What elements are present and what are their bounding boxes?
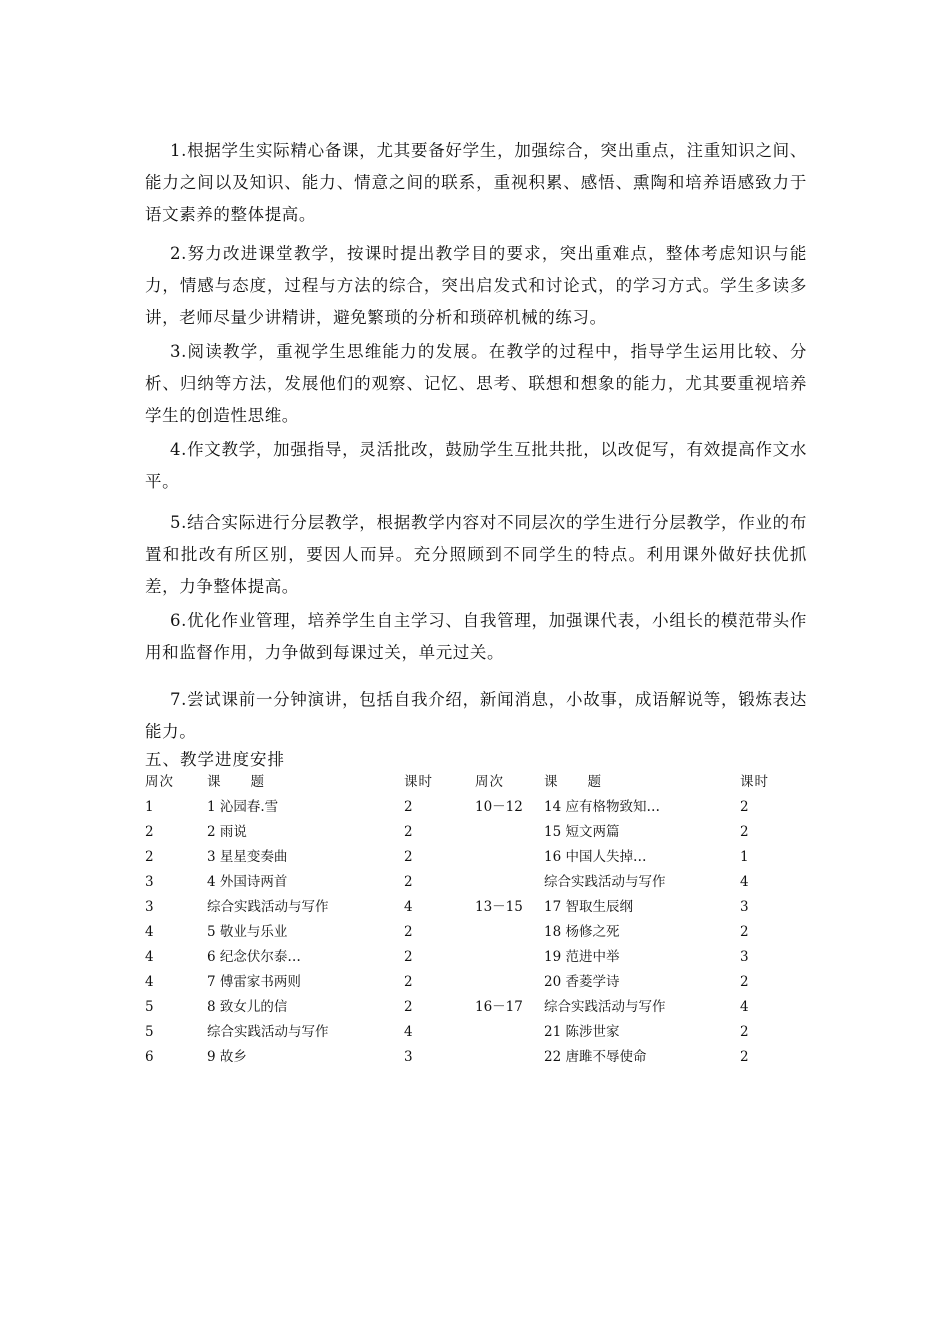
table-row	[145, 1045, 805, 1070]
row-hours: 2	[740, 1049, 749, 1065]
header-title: 课 题	[544, 774, 602, 790]
table-row	[145, 920, 805, 945]
row-hours: 2	[740, 824, 749, 840]
row-week: 4	[145, 974, 154, 990]
paragraph-4: 4.作文教学，加强指导，灵活批改，鼓励学生互批共批，以改促写，有效提高作文水平。	[145, 440, 807, 491]
row-lesson: 综合实践活动与写作	[207, 1024, 329, 1040]
row-hours: 4	[404, 1024, 413, 1040]
row-lesson: 4 外国诗两首	[207, 874, 288, 890]
header-title: 课 题	[207, 774, 265, 790]
row-lesson: 1 沁园春.雪	[207, 799, 279, 815]
row-week: 5	[145, 1024, 154, 1040]
row-lesson: 18 杨修之死	[544, 924, 620, 940]
row-hours: 2	[404, 949, 413, 965]
row-week: 1	[145, 799, 154, 815]
row-lesson: 19 范进中举	[544, 949, 620, 965]
row-lesson: 8 致女儿的信	[207, 999, 288, 1015]
row-lesson: 3 星星变奏曲	[207, 849, 288, 865]
row-hours: 2	[404, 799, 413, 815]
table-row	[145, 820, 805, 845]
row-hours: 2	[404, 849, 413, 865]
row-lesson: 21 陈涉世家	[544, 1024, 620, 1040]
row-hours: 2	[404, 974, 413, 990]
row-hours: 2	[404, 999, 413, 1015]
row-lesson: 7 傅雷家书两则	[207, 974, 301, 990]
row-week: 3	[145, 899, 154, 915]
row-week: 4	[145, 924, 154, 940]
schedule-table	[145, 770, 805, 1070]
row-hours: 3	[404, 1049, 413, 1065]
table-row	[145, 1020, 805, 1045]
header-week: 周次	[145, 774, 174, 790]
row-week: 10－12	[475, 799, 523, 815]
row-lesson: 5 敬业与乐业	[207, 924, 288, 940]
row-lesson: 14 应有格物致知…	[544, 799, 660, 815]
row-hours: 3	[740, 949, 749, 965]
row-hours: 2	[740, 799, 749, 815]
row-hours: 3	[740, 899, 749, 915]
row-lesson: 2 雨说	[207, 824, 247, 840]
row-lesson: 16 中国人失掉…	[544, 849, 647, 865]
row-week: 16－17	[475, 999, 523, 1015]
table-row	[145, 945, 805, 970]
row-lesson: 15 短文两篇	[544, 824, 620, 840]
row-hours: 2	[404, 874, 413, 890]
row-lesson: 综合实践活动与写作	[544, 874, 666, 890]
table-row	[145, 995, 805, 1020]
row-lesson: 9 故乡	[207, 1049, 247, 1065]
row-week: 13－15	[475, 899, 523, 915]
row-hours: 2	[404, 924, 413, 940]
header-hours: 课时	[740, 774, 769, 790]
row-hours: 4	[740, 999, 749, 1015]
row-lesson: 综合实践活动与写作	[207, 899, 329, 915]
table-row	[145, 870, 805, 895]
row-hours: 2	[740, 1024, 749, 1040]
paragraph-5: 5.结合实际进行分层教学，根据教学内容对不同层次的学生进行分层教学，作业的布置和批改有所区别，要因人而异。充分照顾到不同学生的特点。利用课外做好扶优抓差，力争整体提高。	[145, 513, 807, 596]
paragraph-2: 2.努力改进课堂教学，按课时提出教学目的要求，突出重难点，整体考虑知识与能力，情感与态度，过程与方法的综合，突出启发式和讨论式，的学习方式。学生多读多讲，老师尽量少讲精讲，避免繁琐的分析和琐碎机械的练习。	[145, 244, 807, 327]
row-week: 2	[145, 849, 154, 865]
table-row	[145, 895, 805, 920]
paragraph-1: 1.根据学生实际精心备课，尤其要备好学生，加强综合，突出重点，注重知识之间、能力之间以及知识、能力、情意之间的联系，重视积累、感悟、熏陶和培养语感致力于语文素养的整体提高。	[145, 141, 807, 224]
table-row	[145, 970, 805, 995]
row-lesson: 6 纪念伏尔泰…	[207, 949, 301, 965]
schedule-header-row	[145, 770, 805, 795]
section-heading: 五、教学进度安排	[145, 750, 285, 769]
row-hours: 2	[404, 824, 413, 840]
row-lesson: 20 香菱学诗	[544, 974, 620, 990]
row-hours: 1	[740, 849, 749, 865]
header-week: 周次	[475, 774, 504, 790]
header-hours: 课时	[404, 774, 433, 790]
row-lesson: 综合实践活动与写作	[544, 999, 666, 1015]
row-hours: 2	[740, 924, 749, 940]
row-week: 6	[145, 1049, 154, 1065]
row-hours: 4	[740, 874, 749, 890]
row-week: 2	[145, 824, 154, 840]
schedule-rows	[145, 795, 805, 1070]
paragraph-3: 3.阅读教学，重视学生思维能力的发展。在教学的过程中，指导学生运用比较、分析、归纳等方法，发展他们的观察、记忆、思考、联想和想象的能力，尤其要重视培养学生的创造性思维。	[145, 342, 807, 425]
table-row	[145, 795, 805, 820]
row-week: 4	[145, 949, 154, 965]
row-hours: 4	[404, 899, 413, 915]
row-lesson: 17 智取生辰纲	[544, 899, 633, 915]
row-week: 3	[145, 874, 154, 890]
table-row	[145, 845, 805, 870]
paragraph-7: 7.尝试课前一分钟演讲，包括自我介绍，新闻消息，小故事，成语解说等，锻炼表达能力。	[145, 690, 807, 741]
row-hours: 2	[740, 974, 749, 990]
row-week: 5	[145, 999, 154, 1015]
row-lesson: 22 唐雎不辱使命	[544, 1049, 647, 1065]
paragraph-6: 6.优化作业管理，培养学生自主学习、自我管理，加强课代表，小组长的模范带头作用和监督作用，力争做到每课过关，单元过关。	[145, 611, 807, 662]
